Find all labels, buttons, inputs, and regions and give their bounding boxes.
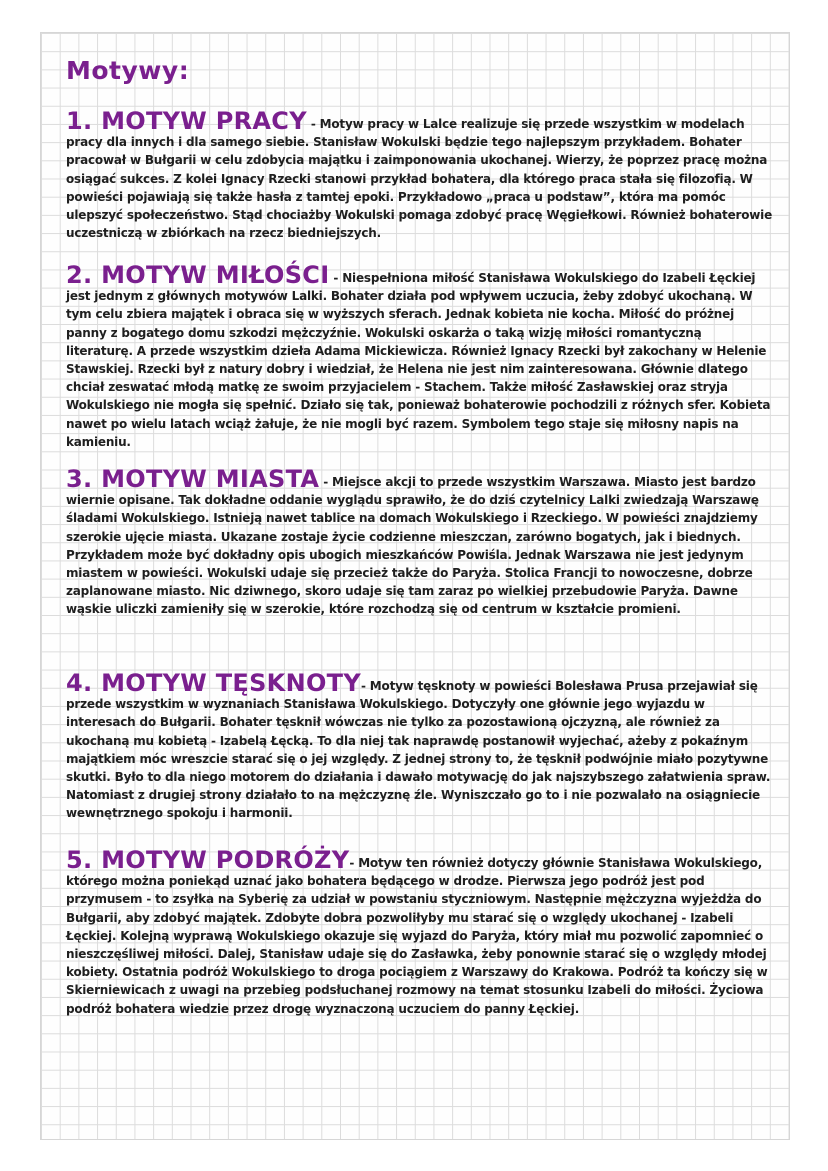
section-text: Miejsce akcji to przede wszystkim Warszawa. Miasto jest bardzo wiernie opisane. Tak dokładne oddanie wyglądu sprawiło, że do dziś czytelnicy Lalki zwiedzają Warszawę śladami Wokulskiego. Istnieją nawet tablice na domach Wokulskiego i Rzeckiego. W powieści znajdziemy szerokie ujęcie miasta. Ukazane zostaje życie codzienne mieszczan, zarówno bogatych, jak i biednych. Przykładem może być dokładny opis ubogich mieszkańców Powiśla. Jednak Warszawa nie jest jedynym miastem w powieści. Wokulski udaje się przecież także do Paryża. Stolica Francji to nowoczesne, dobrze zaplanowane miasto. Nic dziwnego, skoro udaje się tam zaraz po wielkiej przebudowie Paryża. Dawne wąskie uliczki zamieniły się w szerokie, które rozchodzą się od centrum w kształcie promieni. — [66, 475, 759, 617]
heading-dash: - — [329, 271, 343, 285]
section-motyw-tesknoty — [66, 669, 772, 823]
section-text: Niespełniona miłość Stanisława Wokulskiego do Izabeli Łęckiej jest jednym z głównych motywów Lalki. Bohater działa pod wpływem uczucia, żeby zdobyć ukochaną. W tym celu zbiera majątek i obraca się w wyższych sferach. Jednak kobieta nie kocha. Miłość do próżnej panny z bogatego domu szkodzi mężczyźnie. Wokulski oskarża o taką wizję miłości romantyczną literaturę. A przede wszystkim dzieła Adama Mickiewicza. Również Ignacy Rzecki był zakochany w Helenie Stawskiej. Rzecki był z natury dobry i wiedział, że Helena nie jest nim zainteresowana. Głównie dlatego chciał zeswatać młodą matkę ze swoim przyjacielem - Stachem. Także miłość Zasławskiej oraz stryja Wokulskiego nie mogła się spełnić. Działo się tak, ponieważ bohaterowie pochodzili z różnych sfer. Kobieta nawet po wielu latach wciąż żałuje, że nie mogli być razem. Symbolem tego staje się miłosny napis na kamieniu. — [66, 271, 771, 449]
section-text: Motyw ten również dotyczy głównie Stanisława Wokulskiego, którego można poniekąd uznać jako bohatera będącego w drodze. Pierwsza jego podróż jest pod przymusem - to zsyłka na Syberię za udział w powstaniu styczniowym. Następnie mężczyzna wyjeżdża do Bułgarii, aby zdobyć majątek. Zdobyte dobra pozwoliłyby mu starać się o względy ukochanej - Izabeli Łęckiej. Kolejną wyprawą Wokulskiego okazuje się wyjazd do Paryża, który miał mu pozwolić zapomnieć o nieszczęśliwej miłości. Dalej, Stanisław udaje się do Zasławka, żeby ponownie starać się o względy młodej kobiety. Ostatnia podróż Wokulskiego to droga pociągiem z Warszawy do Krakowa. Podróż ta kończy się w Skierniewicach z uwagi na przebieg podsłuchanej rozmowy na temat stosunku Izabeli do miłości. Życiowa podróż bohatera wiedzie przez drogę wyznaczoną uczuciem do panny Łęckiej. — [66, 856, 768, 1016]
heading-dash: - — [349, 856, 359, 870]
page-title: Motywy: — [66, 56, 190, 85]
section-heading: 2. MOTYW MIŁOŚCI — [66, 261, 330, 289]
section-heading: 3. MOTYW MIASTA — [66, 465, 320, 493]
heading-dash: - — [306, 117, 320, 131]
section-motyw-podrozy — [66, 846, 772, 1018]
section-motyw-miasta — [66, 465, 772, 619]
section-motyw-milosci — [66, 261, 772, 451]
section-text: Motyw tęsknoty w powieści Bolesława Prusa przejawiał się przede wszystkim w wyznaniach Stanisława Wokulskiego. Dotyczyły one głównie jego wyjazdu w interesach do Bułgarii. Bohater tęsknił wówczas nie tylko za pozostawioną ojczyzną, ale również za ukochaną mu kobietą - Izabelą Łęcką. To dla niej tak naprawdę postanowił wyjechać, ażeby z pokaźnym majątkiem móc wreszcie starać się o jej względy. Z jednej strony to, że tęsknił podwójnie miało pozytywne skutki. Było to dla niego motorem do działania i dawało motywację do jak najszybszego załatwienia spraw. Natomiast z drugiej strony działało to na mężczyznę źle. Wyniszczało go to i nie pozwalało na osiągniecie wewnętrznego spokoju i harmonii. — [66, 679, 771, 821]
section-text: Motyw pracy w Lalce realizuje się przede wszystkim w modelach pracy dla innych i dla samego siebie. Stanisław Wokulski będzie tego najlepszym przykładem. Bohater pracował w Bułgarii w celu zdobycia majątku i zaimponowania ukochanej. Wierzy, że poprzez pracę można osiągać sukces. Z kolei Ignacy Rzecki stanowi przykład bohatera, dla którego praca stała się filozofią. W powieści pojawiają się także hasła z tamtej epoki. Przykładowo „praca u podstaw”, która ma pomóc ulepszyć społeczeństwo. Stąd chociażby Wokulski pomaga zdobyć pracę Węgiełkowi. Również bohaterowie uczestniczą w zbiórkach na rzecz biedniejszych. — [66, 117, 773, 241]
heading-dash: - — [319, 475, 333, 489]
section-heading: 1. MOTYW PRACY — [66, 107, 307, 135]
section-motyw-pracy — [66, 107, 773, 242]
section-heading: 5. MOTYW PODRÓŻY — [66, 846, 350, 874]
section-heading: 4. MOTYW TĘSKNOTY — [66, 669, 362, 697]
heading-dash: - — [361, 679, 370, 693]
